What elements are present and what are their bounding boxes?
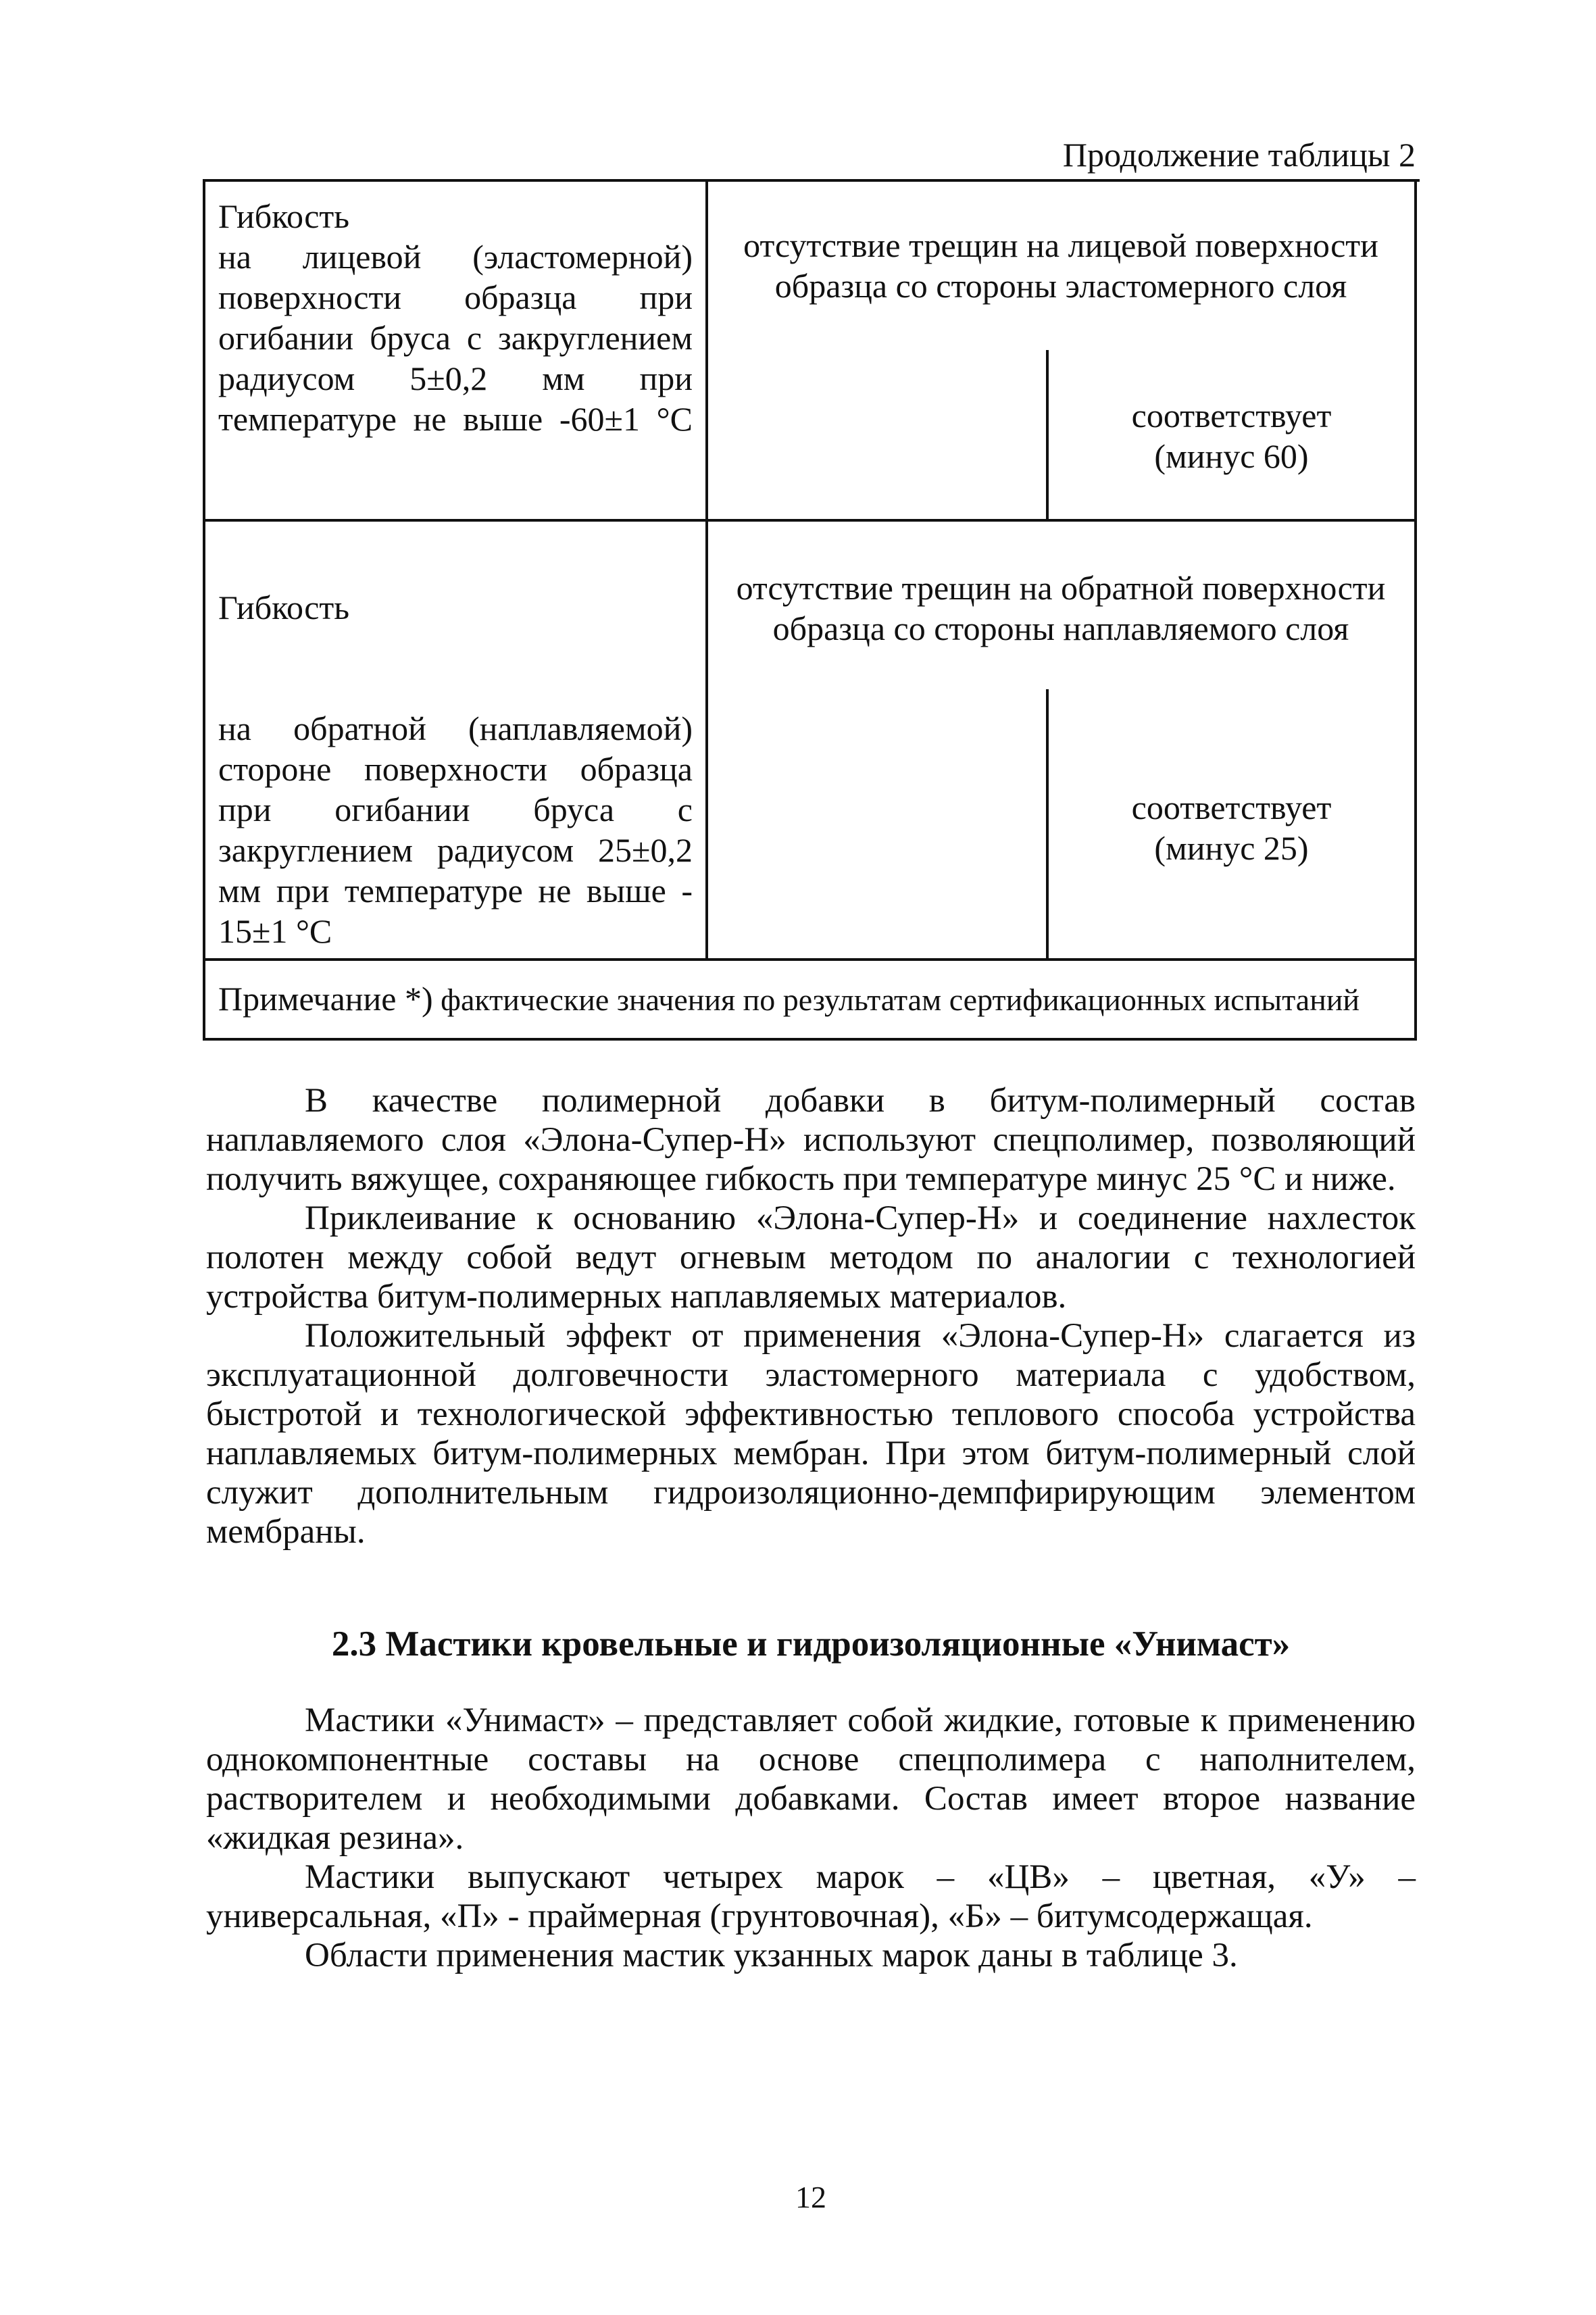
table-caption: Продолжение таблицы 2 xyxy=(1062,136,1416,174)
row1-label-line: на лицевой (эластомерной) xyxy=(218,238,693,276)
row2-requirement-line: образца со стороны наплавляемого слоя xyxy=(772,609,1349,647)
row1-label-line: Гибкость xyxy=(218,197,350,235)
section-text xyxy=(206,1701,1416,1975)
table-top-border xyxy=(203,179,1417,182)
row1-requirement xyxy=(716,225,1405,306)
row2-actual-line: соответствует xyxy=(1131,789,1332,826)
body-paragraph: Приклеивание к основанию «Элона-Супер-Н» и соединение нахлесток полотен между собой ведут огневым методом по аналогии с технологией устройства битум-полимерных наплавляемых материалов. xyxy=(206,1199,1416,1316)
table-note xyxy=(218,978,1407,1020)
body-paragraph: В качестве полимерной добавки в битум-полимерный состав наплавляемого слоя «Элона-Супер-Н» используют спецполимер, позволяющий получить вяжущее, сохраняющее гибкость при температуре минус 25 °С и ниже. xyxy=(206,1082,1416,1198)
table-left-border xyxy=(203,179,205,1041)
row1-actual xyxy=(1054,395,1409,476)
row1-requirement-line: отсутствие трещин на лицевой поверхности xyxy=(743,226,1378,264)
row1-label-line: радиусом 5±0,2 мм при xyxy=(218,359,693,397)
table-subcolumn-divider-1 xyxy=(1046,350,1049,520)
table-row-divider-1 xyxy=(203,519,1417,522)
body-text xyxy=(206,1081,1416,1551)
row1-actual-line: (минус 60) xyxy=(1154,437,1309,475)
body-paragraph: Положительный эффект от применения «Элона-Супер-Н» слагается из эксплуатационной долговечности эластомерного материала с удобством, быстротой и технологической эффективностью теплового способа устройства наплавляемых битум-полимерных мембран. При этом битум-полимерный слой служит дополнительным гидроизоляционно-демпфирирующим элементом мембраны. xyxy=(206,1317,1416,1551)
row1-label-line: огибании бруса с закруглением xyxy=(218,319,693,357)
table-right-border xyxy=(1414,179,1417,1041)
row2-label-line: 15±1 °С xyxy=(218,912,332,950)
page-number: 12 xyxy=(795,2180,826,2214)
table-note-label: Примечание *) xyxy=(218,980,433,1018)
row2-actual-line: (минус 25) xyxy=(1154,829,1309,867)
table-subcolumn-divider-2 xyxy=(1046,689,1049,960)
table-note-text: фактические значения по результатам сертификационных испытаний xyxy=(441,982,1360,1017)
row2-label-line: при огибании бруса с xyxy=(218,791,693,828)
row2-requirement xyxy=(716,568,1405,649)
row2-actual xyxy=(1054,787,1409,868)
row2-label xyxy=(218,708,693,951)
row1-label xyxy=(218,196,693,439)
row1-label-line: температуре не выше -60±1 °С xyxy=(218,400,693,438)
row2-label-line: мм при температуре не выше - xyxy=(218,872,693,910)
section-paragraph: Мастики «Унимаст» – представляет собой жидкие, готовые к применению однокомпонентные составы на основе спецполимера с наполнителем, растворителем и необходимыми добавками. Состав имеет второе название «жидкая резина». xyxy=(206,1701,1416,1857)
row2-requirement-line: отсутствие трещин на обратной поверхности xyxy=(736,569,1386,607)
row1-requirement-line: образца со стороны эластомерного слоя xyxy=(774,267,1347,305)
row1-label-line: поверхности образца при xyxy=(218,278,693,316)
row2-label-line: стороне поверхности образца xyxy=(218,750,693,788)
table-row-divider-2 xyxy=(203,958,1417,961)
table-column-divider xyxy=(705,179,708,961)
table-bottom-border xyxy=(203,1038,1417,1041)
section-paragraph: Области применения мастик укзанных марок даны в таблице 3. xyxy=(305,1937,1238,1974)
row2-label-line: закруглением радиусом 25±0,2 xyxy=(218,831,693,869)
row1-actual-line: соответствует xyxy=(1131,397,1332,434)
section-paragraph: Мастики выпускают четырех марок – «ЦВ» – цветная, «У» – универсальная, «П» - праймерная (грунтовочная), «Б» – битумсодержащая. xyxy=(206,1858,1416,1935)
row2-label-top: Гибкость xyxy=(218,589,350,626)
section-heading: 2.3 Мастики кровельные и гидроизоляционные «Унимаст» xyxy=(331,1624,1291,1664)
row2-label-line: на обратной (наплавляемой) xyxy=(218,710,693,747)
